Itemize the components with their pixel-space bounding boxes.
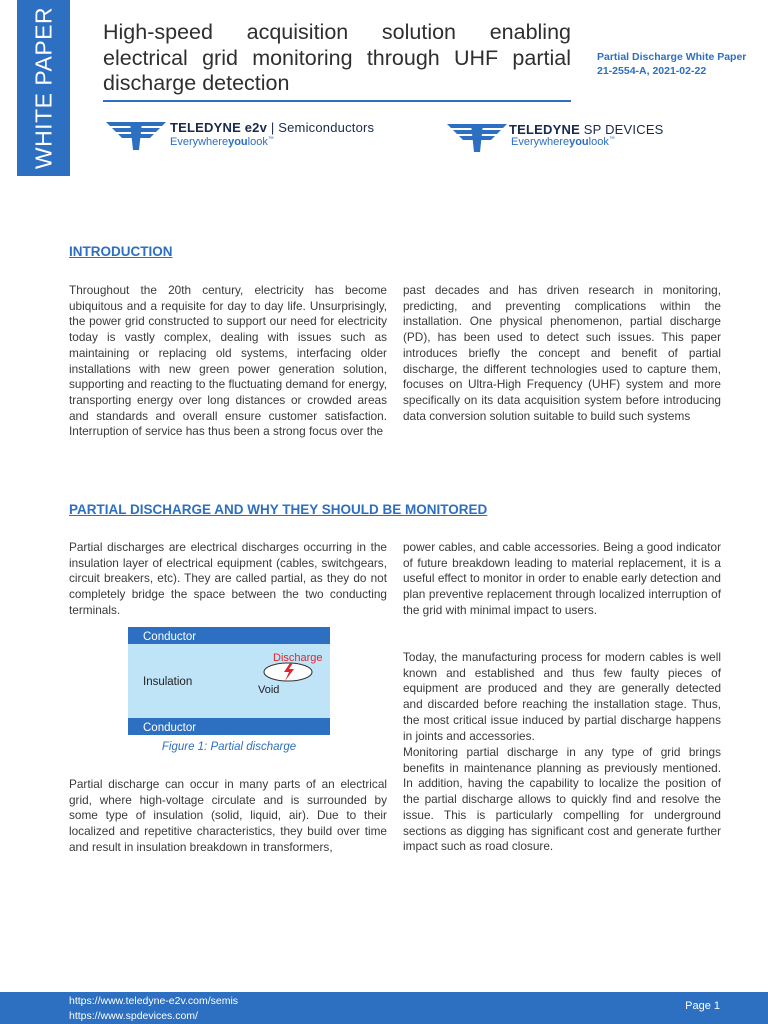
document-title: High-speed acquisition solution enabling electrical grid monitoring through UHF partial discharge detection: [103, 20, 571, 95]
partial-discharge-col1-para2: Partial discharge can occur in many parts of an electrical grid, where high-voltage circulate and is surrounded by some type of insulation (solid, liquid, air). Due to their localized and repetitive characteristics, they build over time and result in insulation breakdown in transformers,: [69, 777, 387, 854]
introduction-heading: INTRODUCTION: [69, 244, 173, 259]
page-number: Page 1: [685, 1000, 720, 1012]
e2v-brand: TELEDYNE e2v | Semiconductors: [170, 120, 375, 135]
document-name: Partial Discharge White Paper: [597, 51, 747, 63]
teledyne-sp-devices-logo: [447, 120, 662, 156]
teledyne-wing-icon: [447, 120, 507, 154]
sp-tagline: Everywhereyoulook™: [511, 136, 615, 148]
discharge-label: Discharge: [273, 652, 323, 664]
document-meta: [597, 50, 746, 78]
insulation-label: Insulation: [143, 676, 193, 688]
white-paper-tab: [17, 0, 70, 176]
conductor-bottom-label: Conductor: [143, 722, 197, 734]
conductor-top-label: Conductor: [143, 631, 197, 643]
partial-discharge-col2-para1: power cables, and cable accessories. Being a good indicator of future breakdown leading to material replacement, it is a useful effect to monitor in order to enable early detection and plan preventive replacement through localized interruption of the grid with minimal impact to users.: [403, 540, 721, 617]
document-reference: 21-2554-A, 2021-02-22: [597, 65, 707, 77]
white-paper-label: WHITE PAPER: [30, 6, 56, 170]
partial-discharge-col2-para3: Monitoring partial discharge in any type of grid brings benefits in maintenance planning as previously mentioned. In addition, having the capability to localize the position of the partial discharge allows to quickly find and resolve the issue. This is particularly compelling for underground sections as digging has significant cost and generate further impact such as road closure.: [403, 745, 721, 854]
teledyne-e2v-logo: [106, 118, 396, 154]
teledyne-e2v-link[interactable]: https://www.teledyne-e2v.com/semis: [69, 995, 239, 1007]
figure-caption: Figure 1: Partial discharge: [161, 741, 297, 753]
partial-discharge-col2-para2: Today, the manufacturing process for modern cables is well known and established and thus few faulty pieces of equipment are produced and they are generally detected and discarded before reaching the installation stage. Thus, the most critical issue induced by partial discharge happens in joints and accessories.: [403, 650, 721, 743]
partial-discharge-figure: [128, 627, 330, 735]
e2v-tagline: Everywhereyoulook™: [170, 136, 274, 148]
void-label: Void: [258, 684, 280, 696]
title-divider: [103, 100, 571, 102]
teledyne-wing-icon: [106, 118, 166, 152]
introduction-column-1: Throughout the 20th century, electricity has become ubiquitous and a requisite for day to day life. Unsurprisingly, the power grid constructed to support our need for electricity today is vastly complex, dealing with issues such as maintaining or replacing old systems, interfacing older installations with new green power generation solution, supporting and reacting to the fluctuating demand for energy, transporting energy over long distances or crowded areas and standards and overall ensure customer satisfaction. Interruption of service has thus been a strong focus over the: [69, 283, 387, 439]
partial-discharge-heading: PARTIAL DISCHARGE AND WHY THEY SHOULD BE MONITORED: [69, 502, 488, 517]
introduction-column-2: past decades and has driven research in monitoring, predicting, and preventing complications within the installation. One physical phenomenon, partial discharge (PD), has been used to detect such issues. This paper introduces briefly the concept and benefit of partial discharge, the different technologies used to capture them, focuses on Ultra-High Frequency (UHF) system and more specifically on its data acquisition system before introducing data conversion solution suitable to build such systems: [403, 283, 721, 423]
sp-brand: TELEDYNE SP DEVICES: [509, 122, 664, 137]
sp-devices-link[interactable]: https://www.spdevices.com/: [69, 1010, 198, 1022]
footer-links: [69, 994, 238, 1024]
page-footer: [0, 992, 768, 1024]
partial-discharge-col1-para1: Partial discharges are electrical discharges occurring in the insulation layer of electrical equipment (cables, switchgears, circuit breakers, etc). They are called partial, as they do not completely bridge the space between the two conducting terminals.: [69, 540, 387, 617]
